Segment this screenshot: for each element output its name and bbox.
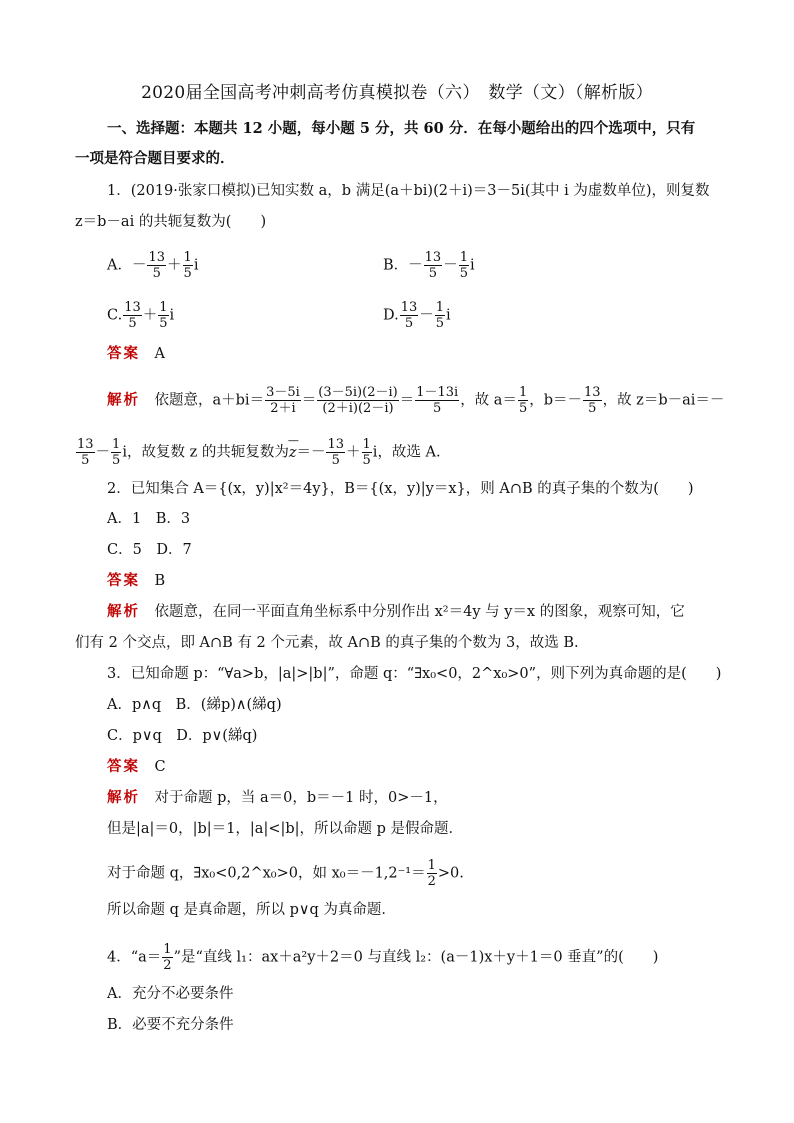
answer-label: 答案 [107,345,140,362]
q2-options-ab: A．1 B．3 [107,511,191,527]
analysis-label: 解析 [107,603,140,620]
q1-analysis-line-2: $\frac{13}{5}$ － $\frac{1}{5}$ i，故复数 z 的共轭复数为— z＝－ $\frac{13}{5}$ ＋ $\frac{1}{5}$ i，故选 A. [75,437,441,468]
q1-option-b: B．－ $\frac{13}{5}$ － $\frac{1}{5}$ i [383,250,475,281]
q3-options-ab: A．p∧q B．(綈p)∧(綈q) [107,697,282,713]
q1-stem-line-1: 1．(2019·张家口模拟)已知实数 a，b 满足(a＋bi)(2＋i)＝3－5i(其中 i 为虚数单位)，则复数 [107,183,710,199]
q4-option-a: A．充分不必要条件 [107,986,234,1002]
q1-stem-line-2: z＝b－ai 的共轭复数为( ) [75,214,267,230]
q1-option-a: A．－ $\frac{13}{5}$ ＋ $\frac{1}{5}$ i [107,250,199,281]
q2-analysis-line-2: 们有 2 个交点，即 A∩B 有 2 个元素，故 A∩B 的真子集的个数为 3，故选 B. [75,635,579,651]
q3-analysis-line-2: 但是|a|＝0，|b|＝1，|a|<|b|，所以命题 p 是假命题． [107,821,464,837]
q4-option-b: B．必要不充分条件 [107,1017,234,1033]
q2-options-cd: C．5 D．7 [107,542,192,558]
page-title: 2020届全国高考冲刺高考仿真模拟卷（六） 数学（文）（解析版） [141,83,653,103]
q3-analysis-line-1: 解析 对于命题 p，当 a＝0，b＝－1 时，0>－1， [107,789,448,806]
analysis-label: 解析 [107,391,140,409]
q3-analysis-line-4: 所以命题 q 是真命题，所以 p∨q 为真命题． [107,902,396,918]
q1-option-c: C. $\frac{13}{5}$ ＋ $\frac{1}{5}$ i [107,300,175,331]
q3-options-cd: C．p∨q D．p∨(綈q) [107,728,258,744]
q1-analysis-line-1: 解析 依题意，a＋bi＝ $\frac{3-5i}{2+i}$ ＝ $\frac{(3-5i)(2-i)}{(2+i)(2-i)}$ ＝ $\frac{1-13i}{5}$ ，故 a＝ $\frac{1}{5}$ ，b＝－ $\frac{13}{5}$ ，故 z＝b－ai＝－ [107,385,725,416]
analysis-label: 解析 [107,789,140,806]
q4-stem: 4．“a＝ $\frac{1}{2}$ ”是“直线 l₁：ax＋a²y＋2＝0 与直线 l₂：(a－1)x＋y＋1＝0 垂直”的( ) [107,942,659,973]
q1-answer: 答案 A [107,345,165,362]
q3-answer: 答案 C [107,758,166,775]
answer-label: 答案 [107,758,140,775]
q3-stem: 3．已知命题 p：“∀a>b，|a|>|b|”，命题 q：“∃x₀<0，2^x₀>0”，则下列为真命题的是( ) [107,666,722,682]
section-header-line-1: 一、选择题：本题共 12 小题，每小题 5 分，共 60 分．在每小题给出的四个选项中，只有 [107,120,696,137]
q2-stem: 2．已知集合 A＝{(x，y)|x²＝4y}，B＝{(x，y)|y＝x}，则 A∩B 的真子集的个数为( ) [107,481,694,497]
q3-analysis-line-3: 对于命题 q，∃x₀<0,2^x₀>0，如 x₀＝－1,2⁻¹＝ $\frac{1}{2}$ >0. [107,858,464,889]
q2-analysis-line-1: 解析 依题意，在同一平面直角坐标系中分别作出 x²＝4y 与 y＝x 的图象，观察可知，它 [107,603,685,620]
answer-label: 答案 [107,572,140,589]
q2-answer: 答案 B [107,572,166,589]
section-header-line-2: 一项是符合题目要求的． [75,150,235,167]
q1-option-d: D. $\frac{13}{5}$ － $\frac{1}{5}$ i [383,300,451,331]
